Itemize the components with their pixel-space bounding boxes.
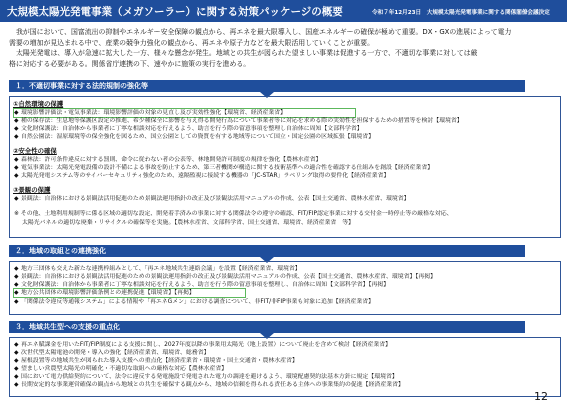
list-item: ◆ 長期安定的な事業運営確保の観点から地域との共生を確保する観点から、地域の信頼を得られる責任ある主体への事業集約の促進【経済産業省】 [14,382,404,388]
list-item: ◆ 種の保存法：生息地等保護区設定の推進、希少種保全に影響を与え得る開発行為について事業者等に対応を求める際の実効性を担保するための措置等を検討【環境省】 [14,118,463,124]
list-item: ◆ 屋根設置等の地域共生が図られた導入支援への重点化【経済産業省・環境省・国土交通省・農林水産省】 [14,358,298,364]
subheading-nature: ①自然環境の保護 [13,100,64,108]
subheading-safety: ②安全性の確保 [13,147,57,155]
title-bar [0,0,567,22]
intro-line: 需要の増加が見込まれる中で、産業の競争力強化の観点から、再エネや原子力などを最大限活用していくことが重要。 [9,38,375,47]
intro-line: 格に対応する必要がある。関係省庁連携の下、速やかに施策の実行を進める。 [9,59,251,68]
list-item: ◆ 文化財保護法：自治体から事業者に丁寧な相談対応を行えるよう、助言を行う際の留意事項を整理し自治体に周知【文部科学省】 [14,126,363,132]
subheading-landscape: ③景観の保護 [13,186,51,194]
intro-line: 我が国において、国富流出の抑制やエネルギー安全保障の観点から、再エネを最大限導入し、国産エネルギーの確保が極めて重要。DX・GXの進展によって電力 [16,28,512,36]
list-item: ◆ 地方公共団体の環境影響評価条例との連携促進【環境省】【再掲】 [14,290,195,296]
list-item: ◆ 電気事業法：太陽光発電設備の設計不備による事故を防止するため、第三者機関が構造に関する技術基準への適合性を確認する仕組みを創設【経済産業省】 [14,165,434,171]
section-1-note: ※ その他、土地利用規制等に係る区域の適切な設定、開発着手済みの事業に対する関係法令の遵守の確認、FIT/FIP認定事業に対する交付金一時停止等の厳格な対応、 太陽光パネルの適切な廃棄・リサイクルの確保等を実施。【農林水産省、文部科学省、国土交通省、環境省、経済産業省 等】 [14,211,453,226]
list-item: ◆ 次世代型太陽電池の開発・導入の強化【経済産業省、環境省、総務省】 [14,350,210,356]
section-1-heading: １．不適切事業に対する法的規制の強化等 [9,80,525,92]
list-item: ◆ 地方三団体も交えた新たな連携枠組みとして、「再エネ地域共生連絡会議」を設置【経済産業省、環境省】 [14,266,301,272]
list-item: ◆ 景観法：自治体における景観法活用促進のための景観法運用指針の改正及び景観法活用マニュアルの作成、公表【国土交通省、農林水産省、環境省】【再掲】 [14,274,437,280]
list-item: ◆ 「関係法令違反等通報システム」による情報や「再エネGメン」における調査について、非FIT/非FIP事業も対象に追加【経済産業省】 [14,299,374,305]
list-item: ◆ 太陽光発電システム等のサイバーセキュリティ強化のため、遠隔監視に接続する機器の「JC-STAR」ラベリング取得の要件化【経済産業省】 [14,173,390,179]
intro-line: 太陽光発電は、導入が急速に拡大した一方、様々な懸念が発生。地域との共生が図られた望ましい事業は促進する一方で、不適切な事業に対しては厳 [16,49,478,57]
list-item: ◆ 森林法：許可条件違反に対する罰則、命令に従わない者の公表等、林地開発許可制度の規律を強化【農林水産省】 [14,157,322,163]
page-title: 大規模太陽光発電事業（メガソーラー）に関する対策パッケージの概要 [7,6,343,18]
intro-text [9,27,559,69]
section-2-heading: ２．地域の取組との連携強化 [9,245,525,257]
list-item: ◆ 文化財保護法：自治体から事業者に丁寧な相談対応を行えるよう、助言を行う際の留意事項を整理し、自治体に周知【文部科学省】【再掲】 [14,282,390,288]
list-item: ◆ 再エネ賦課金を用いたFIT/FIP制度による支援に関し、2027年度以降の事業用太陽光（地上設置）について廃止を含めて検討【経済産業省】 [14,342,392,348]
list-item: ◆ 国において電力供給契約について、法令に違反する発電施設で発電された電力の調達を避けるよう、環境配慮契約法基本方針に規定【環境省】 [14,374,398,380]
list-item: ◆ 自然公園法：湿原環境等の保全強化を図るため、国立公園としての資質を有する地域等について国立・国定公園の区域拡張【環境省】 [14,134,375,140]
list-item: ◆ 望ましい営農型太陽光の明確化・不適切な取組への厳格な対応【農林水産省】 [14,366,228,372]
list-item: ◆ 景観法：自治体における景観法活用促進のため景観法運用指針の改正及び景観法活用マニュアルの作成、公表【国土交通省、農林水産省、環境省】 [14,196,410,202]
decision-date: 令和７年12月23日 大規模太陽光発電事業に関する関係閣僚会議決定 [372,10,550,16]
section-3-heading: ３．地域共生型への支援の重点化 [9,321,525,333]
page-number: 12 [534,390,548,403]
list-item: ◆ 環境影響評価法・電気事業法：環境影響評価の対象の見直し及び実効性強化【環境省、経済産業省】 [14,110,287,116]
